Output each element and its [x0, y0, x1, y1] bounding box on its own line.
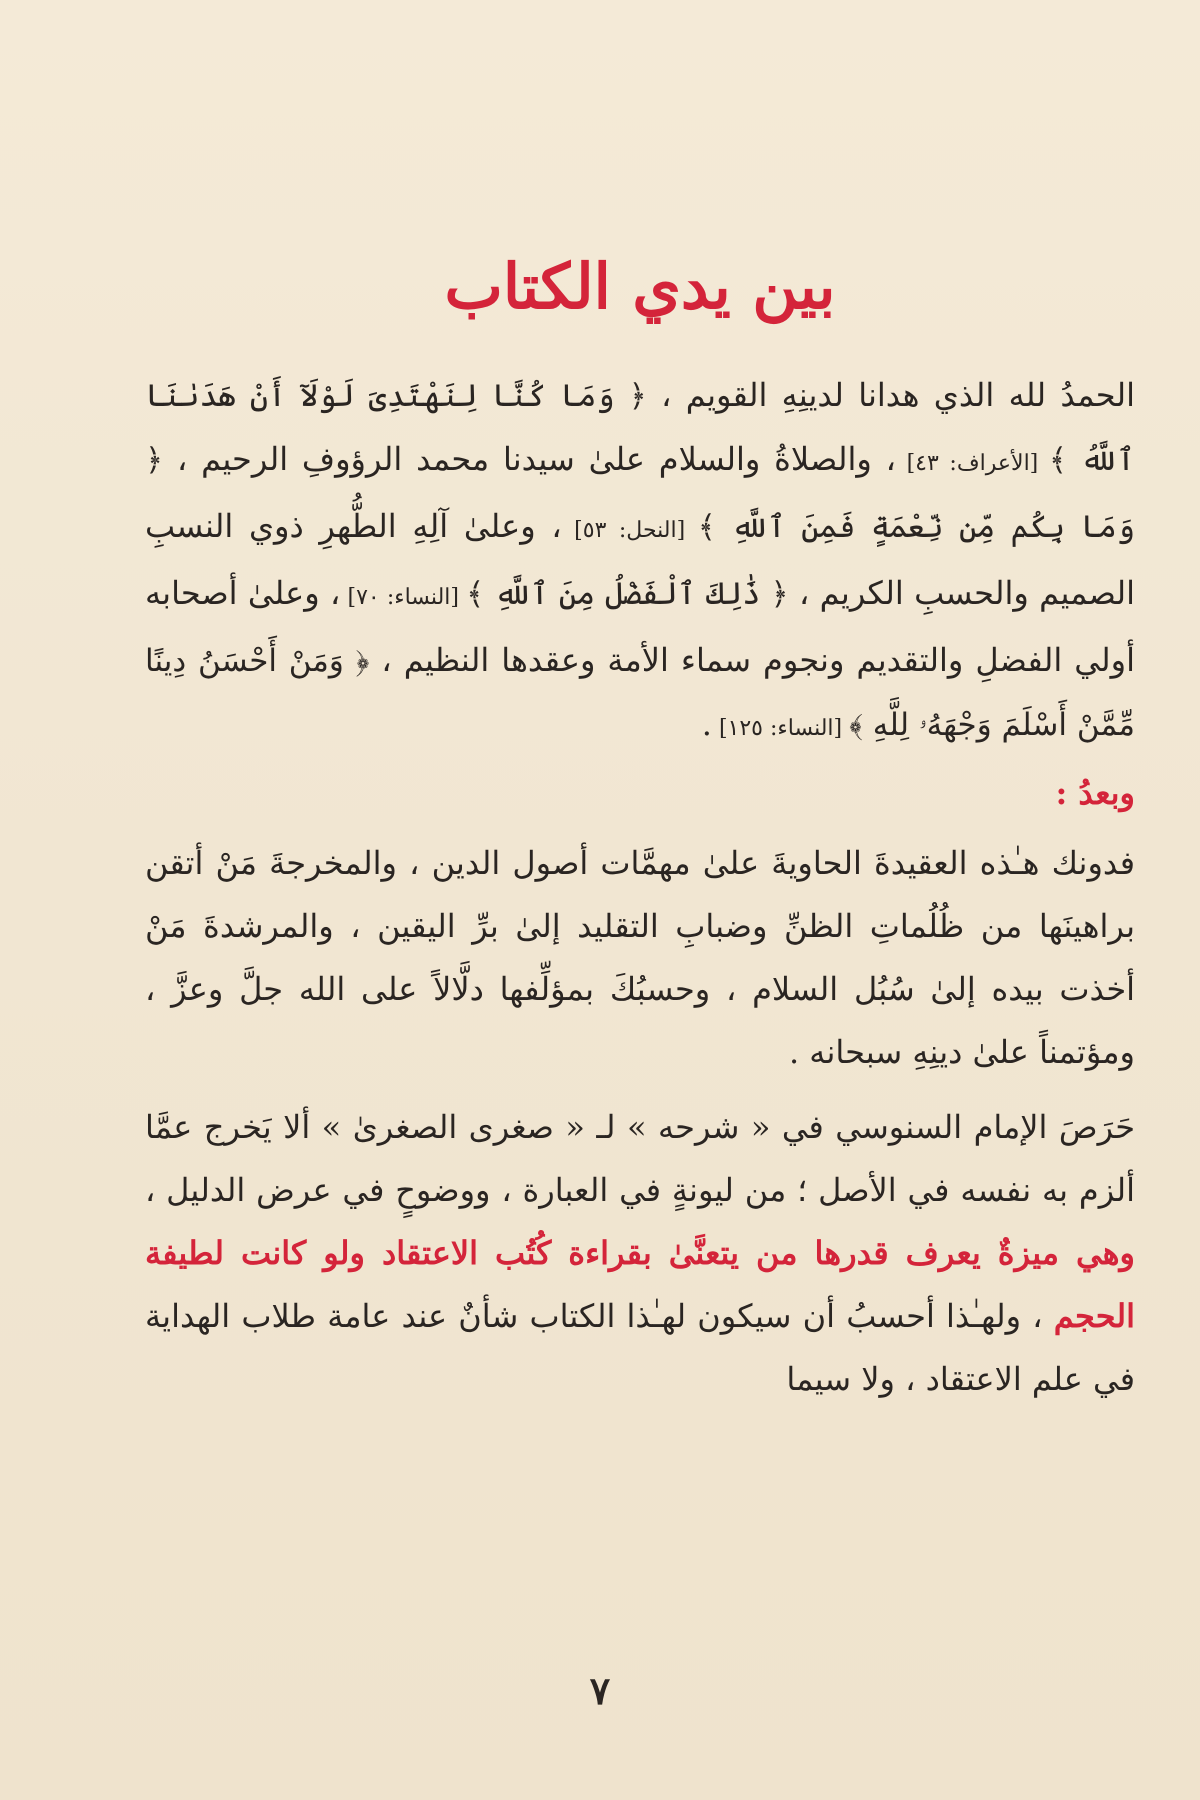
section-heading-wa-bad: [145, 766, 1135, 820]
quran-verse-1: ﴿ وَمَا كُنَّا لِنَهْتَدِىَ لَوْلَآ أَنْ هَدَىٰنَا ٱللَّهُ ﴾: [145, 378, 1136, 479]
verse-reference-1: [الأعراف: ٤٣]: [895, 451, 1049, 477]
intro-text-3: ، وعلىٰ آلِهِ الطُّهرِ ذوي النسبِ الصميم والحسبِ الكريم ،: [145, 507, 1136, 613]
wa-bad-label: وبعدُ: [1078, 774, 1135, 813]
page-number: ٧: [589, 1668, 611, 1713]
intro-paragraph: [145, 364, 1135, 760]
intro-text-1: الحمدُ لله الذي هدانا لدينِهِ القويم ،: [646, 376, 1135, 415]
text-area: [145, 250, 1135, 1411]
verse-reference-2: [النحل: ٥٣]: [561, 518, 698, 544]
intro-text-4: ، وعلىٰ أصحابه أولي الفضلِ والتقديم ونجوم سماء الأمة وعقدها النظيم ،: [145, 574, 1135, 680]
intro-text-2: ، والصلاةُ والسلام علىٰ سيدنا محمد الرؤوفِ الرحيم ،: [163, 440, 896, 479]
verse-reference-3: [النساء: ٧٠]: [340, 585, 467, 611]
quran-verse-4: ﴿ وَمَنْ أَحْسَنُ دِينًا مِّمَّنْ أَسْلَمَ وَجْهَهُۥ لِلَّهِ ﴾: [145, 643, 1135, 744]
para3-text-2: ، ولهـٰذا أحسبُ أن سيكون لهـٰذا الكتاب شأنٌ عند عامة طلاب الهداية في علم الاعتقاد ، ولا سيما: [145, 1297, 1135, 1399]
para3-text-1: حَرَصَ الإمام السنوسي في « شرحه » لـ « صغرى الصغرىٰ » ألا يَخرج عمَّا ألزم به نفسه في الأصل ؛ من ليونةٍ في العبارة ، ووضوحٍ في عرض الدليل ،: [145, 1108, 1135, 1210]
body-paragraph-3: [145, 1096, 1135, 1411]
quran-verse-2: ﴿ وَمَا بِكُم مِّن نِّعْمَةٍ فَمِنَ ٱللَّهِ ﴾: [145, 442, 1136, 546]
quran-verse-3: ﴿ ذَٰلِكَ ٱلْفَضْلُ مِنَ ٱللَّهِ ﴾: [466, 576, 789, 613]
verse-reference-4: [النساء: ١٢٥]: [711, 716, 850, 742]
highlighted-sentence: وهي ميزةٌ يعرف قدرها من يتعنَّىٰ بقراءة كُتُب الاعتقاد ولو كانت لطيفة الحجم: [145, 1234, 1135, 1336]
body-paragraph-2: فدونك هـٰذه العقيدةَ الحاويةَ علىٰ مهمَّات أصول الدين ، والمخرجةَ مَنْ أتقن براهينَها من ظُلُماتِ الظنِّ وضبابِ التقليد إلىٰ برِّ اليقين ، والمرشدةَ مَنْ أخذت بيده إلىٰ سُبُل السلام ، وحسبُكَ بمؤلِّفها دلَّالاً على الله جلَّ وعزَّ ، ومؤتمناً علىٰ دينِهِ سبحانه .: [145, 844, 1136, 1072]
page-title: بين يدي الكتاب: [444, 250, 836, 323]
wa-bad-colon: :: [1055, 774, 1079, 813]
intro-end: .: [701, 705, 712, 744]
